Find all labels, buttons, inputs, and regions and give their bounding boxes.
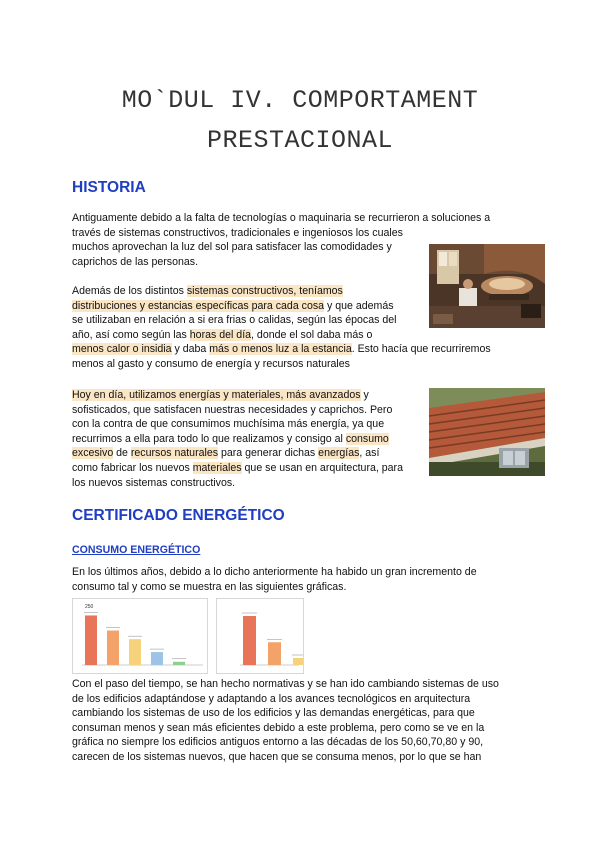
text-line: muchos aprovechan la luz del sol para satisfacer las comodidades y — [72, 241, 392, 254]
energy-chart-2 — [216, 598, 304, 674]
chart-bar-3 — [129, 639, 141, 665]
highlighted-text: consumo — [345, 432, 389, 445]
text-span: recurrimos a ella para todo lo que realizamos y consigo al — [72, 432, 346, 445]
chart-bar-2 — [268, 642, 281, 665]
chart-bar-3 — [293, 658, 303, 665]
text-line: con la contra de que consumimos muchísima más energía, ya que — [72, 418, 385, 431]
chart-top-label: 250 — [85, 604, 94, 610]
highlighted-text: más o menos luz a la estancia — [209, 343, 352, 356]
energy-chart-1 — [72, 598, 208, 674]
highlighted-text: menos calor o insidia — [72, 343, 172, 356]
text-line: En los últimos años, debido a lo dicho anteriormente ha habido un gran incremento de — [72, 566, 477, 578]
highlighted-text: sistemas constructivos, teníamos — [186, 285, 343, 297]
highlighted-text: energías — [318, 447, 360, 460]
historia-heading: HISTORIA — [72, 179, 146, 196]
page-title-line1: MO`DUL IV. COMPORTAMENT — [121, 86, 479, 115]
text-line: carecen de los sistemas nuevos, que hacen que se consuma menos, por lo que se han — [72, 750, 482, 763]
text-span: para generar dichas — [218, 447, 319, 460]
text-line: gráfica no siempre los edificios antiguos entorno a las décadas de los 50,60,70,80 y 90, — [72, 736, 484, 749]
text-span: y — [360, 389, 369, 401]
chart-bar-5 — [173, 662, 185, 665]
text-line: cambiando los sistemas de uso de los edificios y las demandas energéticas, para que — [72, 707, 475, 720]
text-line: Antiguamente debido a la falta de tecnologías o maquinaria se recurrieron a soluciones a — [72, 212, 491, 224]
text-line: de los edificios adaptándose y adaptando a los avances tecnológicos en arquitectura — [72, 692, 471, 705]
highlighted-text: excesivo — [72, 447, 114, 460]
energy-chart-1-svg — [73, 599, 207, 673]
roof-photo — [429, 388, 545, 476]
text-span: año, así como según las — [72, 328, 190, 341]
text-line: los nuevos sistemas constructivos. — [72, 476, 236, 489]
chart-bar-4 — [151, 652, 163, 665]
text-span: y daba — [171, 343, 210, 356]
text-line: consuman menos y sean más eficientes debido a este problema, pero como se ve en la — [72, 721, 485, 734]
certificado-heading: CERTIFICADO ENERGÉTICO — [72, 507, 285, 524]
text-span: . Esto hacía que recurriremos — [351, 343, 491, 356]
consumo-energetico-link[interactable]: CONSUMO ENERGÉTICO — [72, 544, 201, 556]
text-span: y que además — [324, 299, 394, 312]
text-span: Además de los distintos — [72, 285, 187, 297]
highlighted-text: distribuciones y estancias específicas para cada cosa — [72, 299, 325, 312]
text-span: como fabricar los nuevos — [72, 461, 193, 474]
highlighted-text: horas del día — [189, 328, 252, 341]
certificado-paragraph-2 — [72, 677, 542, 765]
highlighted-text: Hoy en día, utilizamos energías y materiales, más avanzados — [72, 389, 361, 401]
chart-bar-1 — [85, 615, 97, 665]
text-span: , donde el sol daba más o — [251, 328, 373, 341]
text-span: de — [113, 447, 131, 460]
highlighted-text: recursos naturales — [130, 447, 219, 460]
text-line: consumo tal y como se muestra en las siguientes gráficas. — [72, 580, 347, 593]
highlighted-text: materiales — [192, 461, 242, 474]
interior-photo — [429, 244, 545, 328]
text-line: sofisticados, que satisfacen nuestras necesidades y caprichos. Pero — [72, 403, 393, 416]
text-line: menos al gasto y consumo de energía y recursos naturales — [72, 357, 350, 370]
certificado-paragraph-1 — [72, 565, 542, 594]
chart-bar-1 — [243, 616, 256, 665]
text-span: , así — [359, 447, 380, 460]
text-line: caprichos de las personas. — [72, 255, 199, 268]
energy-chart-2-svg — [217, 599, 303, 673]
text-line: través de sistemas constructivos, tradicionales e ingeniosos los cuales — [72, 226, 403, 239]
text-line: se utilizaban en relación a si era frias o calidas, según las épocas del — [72, 314, 397, 327]
text-span: que se usan en arquitectura, para — [241, 461, 403, 474]
chart-bar-2 — [107, 631, 119, 665]
page-title-line2: PRESTACIONAL — [206, 126, 394, 155]
historia-paragraph-3 — [72, 388, 432, 490]
text-line: Con el paso del tiempo, se han hecho normativas y se han ido cambiando sistemas de uso — [72, 678, 499, 690]
